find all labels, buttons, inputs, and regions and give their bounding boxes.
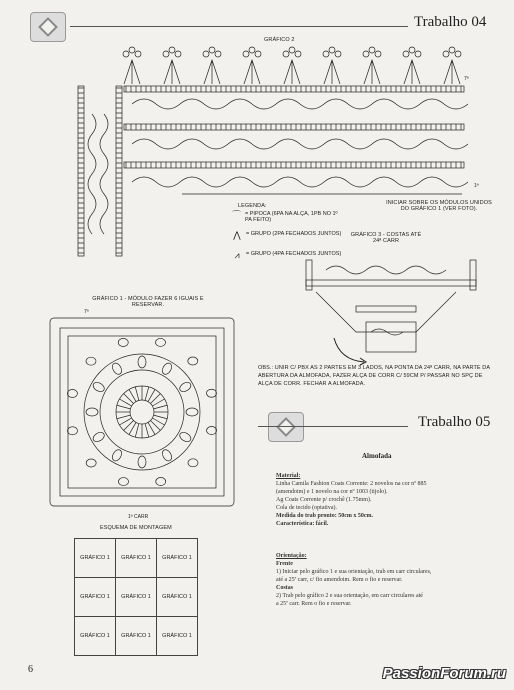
pipoca-icon: ⌒ [232,210,242,220]
page-title-trabalho-04: Trabalho 04 [414,14,487,30]
costas-line: 2) Trab pelo gráfico 2 e sua orientação, em carr circulares até [276,593,423,599]
grafico3-obs: OBS.: UNIR C/ PBX AS 2 PARTES EM 3 LADOS, NA PONTA DA 24ª CARR, NA PARTE DA ABERTURA DA ALMOFADA, FAZER ALÇA DE CORR C/ 59CM P/ PASSAR NO SPÇ DE ALÇA DE CORR. FECHAR A ALMOFADA. [258,365,490,387]
petal-stitch [86,357,96,365]
petal-stitch [156,338,166,346]
legend-title: LEGENDA: [238,203,267,209]
flower-motif [403,47,421,84]
petal-stitch [207,427,217,435]
montagem-grid [74,538,198,656]
grupo2-icon: ⋀ [233,230,241,240]
grafico2-title: GRÁFICO 2 [264,37,295,43]
material-line: Cola de tecido (optativa). [276,505,337,511]
petal-stitch [138,456,146,468]
schema-row [75,539,198,578]
material-line: Linha Camila Fashion Coats Corrente: 2 novelos na cor nº 885 [276,481,427,487]
petal-stitch [67,427,77,435]
grafico2-note: INICIAR SOBRE OS MÓDULOS UNIDOS DO GRÁFICO 1 (VER FOTO). [386,200,492,212]
grafico1-title: GRÁFICO 1 - MÓDULO FAZER 6 IGUAIS E RESERVAR. [92,296,204,308]
petal-stitch [92,381,106,394]
arrow-icon [330,336,370,366]
petal-stitch [186,408,198,416]
flower-motif [243,47,261,84]
flower-motif [363,47,381,84]
flower-motif [123,47,141,84]
grupo4-icon: ⩘ [234,250,240,260]
section-title-trabalho-05: Trabalho 05 [418,414,491,430]
legend-item-pipoca [232,211,342,223]
schema-cell: GRÁFICO 1 [116,539,157,578]
flower-motif [283,47,301,84]
petal-stitch [86,408,98,416]
petal-stitch [138,356,146,368]
flower-motif [163,47,181,84]
petal-stitch [161,448,174,462]
schema-cell: GRÁFICO 1 [116,578,157,617]
material-line: Medida do trab pronto: 50cm x 50cm. [276,513,374,519]
petal-stitch [178,431,192,444]
schema-cell: GRÁFICO 1 [75,617,116,656]
petal-stitch [111,448,124,462]
grafico1-module-chart [46,314,238,510]
publisher-logo-trabalho-05 [268,412,304,442]
header-rule [70,26,408,27]
ray-stitch [145,424,149,438]
grafico3-crochet-chart [296,252,496,362]
ray-stitch [117,405,131,409]
material-line: (amendoim) e 1 novelo na cor nº 1003 (tijolo). [276,489,388,495]
publisher-logo-top [30,12,66,42]
material-line: Ag Coats Corrente p/ crochê (1.75mm). [276,497,372,503]
costas-line: a 25ª carr. Rem o fio e reservar. [276,601,352,607]
petal-stitch [188,459,198,467]
grafico2-marker-start: 1ª [474,183,479,189]
schema-row [75,578,198,617]
petal-stitch [67,389,77,397]
petal-stitch [111,362,124,376]
material-line: Característica: fácil. [276,521,329,527]
frente-line: 1) Iniciar pelo gráfico 1 e sua orientação, trab em carr circulares, [276,569,432,575]
flower-motif [323,47,341,84]
grafico3-title: GRÁFICO 3 - COSTAS ATÉ 24ª CARR [350,232,422,244]
petal-stitch [118,338,128,346]
petal-stitch [178,381,192,394]
frente-label: Frente [276,561,293,567]
petal-stitch [207,389,217,397]
schema-cell: GRÁFICO 1 [157,539,198,578]
costas-label: Costas [276,585,294,591]
trabalho05-rule [258,426,408,427]
ray-stitch [135,387,139,401]
ray-stitch [154,405,168,409]
petal-stitch [92,431,106,444]
ray-stitch [145,387,149,401]
watermark-text: PassionForum.ru [382,665,506,682]
grafico1-top-marker: 7ª [84,309,89,315]
ray-stitch [117,415,131,419]
legend-item-grupo2 [232,231,342,239]
page-number: 6 [28,664,33,675]
grafico2-marker-top: 7ª [464,76,469,82]
schema-cell: GRÁFICO 1 [116,617,157,656]
petal-stitch [118,478,128,486]
petal-stitch [161,362,174,376]
flower-motif [443,47,461,84]
frente-line: até a 25ª carr, c/ fio amendoim. Rem o fio e reservar. [276,577,403,583]
ray-stitch [135,424,139,438]
petal-stitch [188,357,198,365]
petal-stitch [86,459,96,467]
orientacao-block [276,552,496,608]
schema-cell: GRÁFICO 1 [157,617,198,656]
flower-motif [203,47,221,84]
schema-row [75,617,198,656]
project-name: Almofada [362,452,392,460]
ray-stitch [154,415,168,419]
schema-title: ESQUEMA DE MONTAGEM [100,525,172,531]
grafico1-start-label: 1ª CARR [128,514,149,520]
schema-cell: GRÁFICO 1 [75,578,116,617]
petal-stitch [156,478,166,486]
legend-text-pipoca: = PIPOCA (6PA NA ALÇA, 1PB NO 1º PA FEITO) [245,211,338,223]
material-label: Material: [276,473,301,479]
schema-cell: GRÁFICO 1 [157,578,198,617]
legend-text-grupo4: = GRUPO (4PA FECHADOS JUNTOS) [246,251,342,257]
material-block [276,472,496,528]
schema-cell: GRÁFICO 1 [75,539,116,578]
orientacao-label: Orientação: [276,553,307,559]
legend-text-grupo2: = GRUPO (2PA FECHADOS JUNTOS) [246,231,342,237]
